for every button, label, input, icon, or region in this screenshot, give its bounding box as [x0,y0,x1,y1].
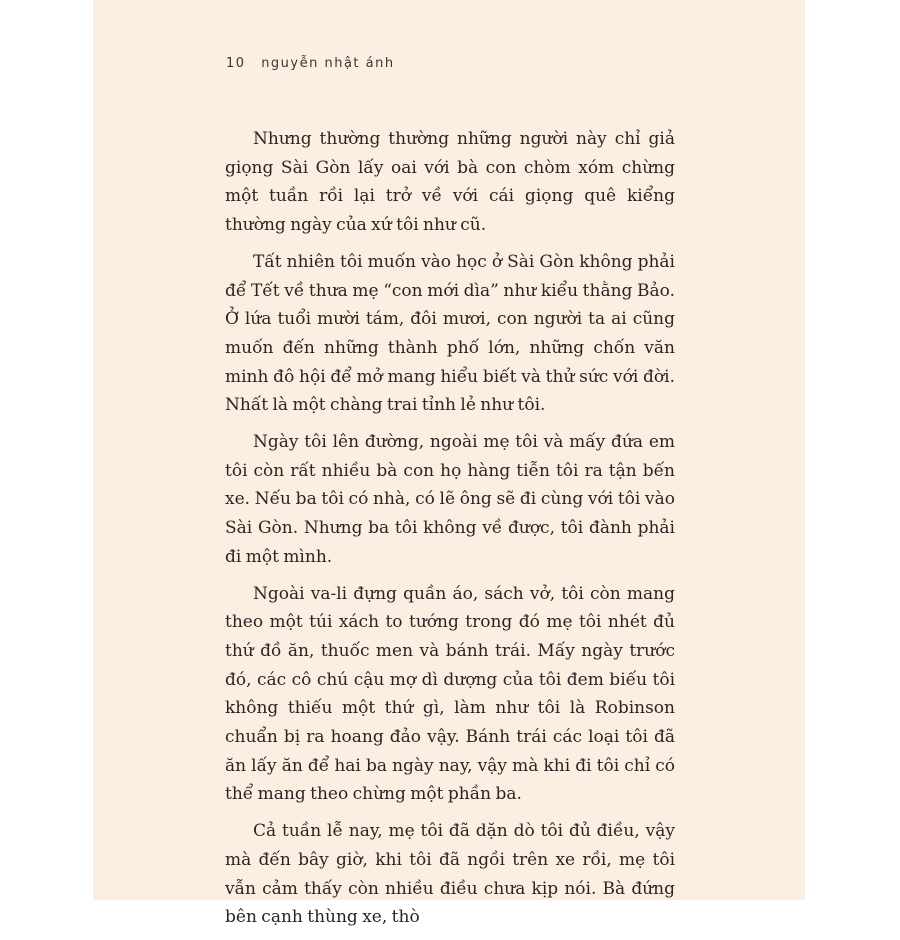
paragraph: Tất nhiên tôi muốn vào học ở Sài Gòn không phải để Tết về thưa mẹ “con mới dìa” như kiểu thằng Bảo. Ở lứa tuổi mười tám, đôi mươi, con người ta ai cũng muốn đến những thành phố lớn, những chốn văn minh đô hội để mở mang hiểu biết và thử sức với đời. Nhất là một chàng trai tỉnh lẻ như tôi. [225,251,675,416]
paragraph: Ngoài va-li đựng quần áo, sách vở, tôi còn mang theo một túi xách to tướng trong đó mẹ tôi nhét đủ thứ đồ ăn, thuốc men và bánh trái. Mấy ngày trước đó, các cô chú cậu mợ dì dượng của tôi đem biếu tôi không thiếu một thứ gì, làm như tôi là Robinson chuẩn bị ra hoang đảo vậy. Bánh trái các loại tôi đã ăn lấy ăn để hai ba ngày nay, vậy mà khi đi tôi chỉ có thể mang theo chừng một phần ba. [225,583,675,805]
page-number: 10 [226,56,246,71]
author-name: nguyễn nhật ánh [261,56,395,71]
paragraph: Cả tuần lễ nay, mẹ tôi đã dặn dò tôi đủ điều, vậy mà đến bây giờ, khi tôi đã ngồi trên xe rồi, mẹ tôi vẫn cảm thấy còn nhiều điều chưa kịp nói. Bà đứng bên cạnh thùng xe, thò [225,821,675,928]
paragraph: Ngày tôi lên đường, ngoài mẹ tôi và mấy đứa em tôi còn rất nhiều bà con họ hàng tiễn tôi ra tận bến xe. Nếu ba tôi có nhà, có lẽ ông sẽ đi cùng với tôi vào Sài Gòn. Nhưng ba tôi không về được, tôi đành phải đi một mình. [225,432,675,567]
running-head [226,56,395,71]
paragraph: Nhưng thường thường những người này chỉ giả giọng Sài Gòn lấy oai với bà con chòm xóm chừng một tuần rồi lại trở về với cái giọng quê kiểng thường ngày của xứ tôi như cũ. [225,129,675,236]
body-text [225,125,675,940]
book-page [93,0,805,928]
